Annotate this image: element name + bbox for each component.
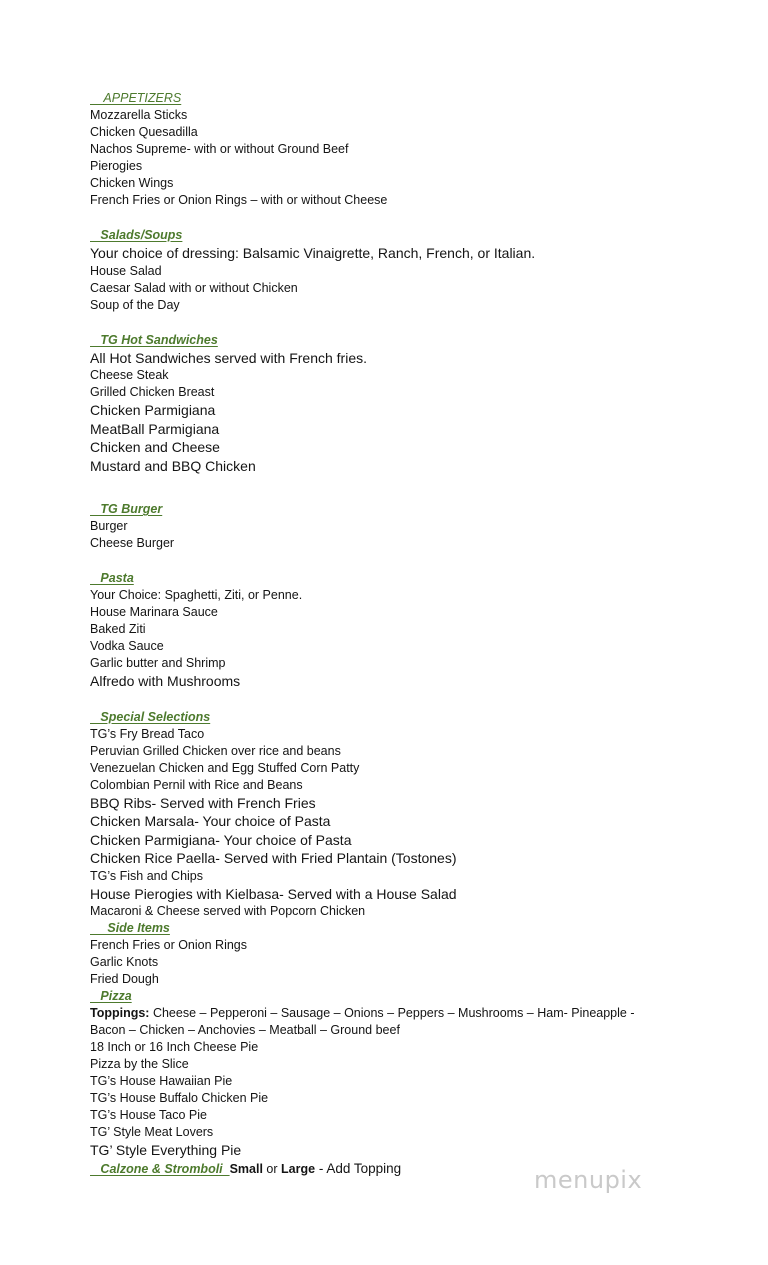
toppings-label: Toppings: xyxy=(90,1006,150,1020)
section-heading-appetizers: APPETIZERS xyxy=(90,91,182,105)
menu-item: Burger xyxy=(90,519,128,533)
menu-item: Pizza by the Slice xyxy=(90,1057,189,1071)
menu-item: Garlic Knots xyxy=(90,955,159,969)
menu-item: Chicken Parmigiana xyxy=(90,402,216,418)
section-heading-calzone-stromboli: Calzone & Stromboli xyxy=(90,1161,230,1176)
section-note: Your choice of dressing: Balsamic Vinaigrette, Ranch, French, or Italian. xyxy=(90,245,536,261)
section-salads-soups xyxy=(90,227,710,314)
menu-item: Grilled Chicken Breast xyxy=(90,385,215,399)
menu-item: House Salad xyxy=(90,263,162,278)
menu-item: Nachos Supreme- with or without Ground Beef xyxy=(90,142,349,156)
menu-item: Chicken Parmigiana- Your choice of Pasta xyxy=(90,831,352,848)
toppings-list-continued: Bacon – Chicken – Anchovies – Meatball – Ground beef xyxy=(90,1023,400,1037)
section-hot-sandwiches xyxy=(90,332,710,476)
menu-item: Chicken and Cheese xyxy=(90,439,220,455)
menu-item: MeatBall Parmigiana xyxy=(90,420,220,437)
menu-item: Vodka Sauce xyxy=(90,639,164,653)
section-heading-burger: TG Burger xyxy=(90,502,163,516)
menu-item: Peruvian Grilled Chicken over rice and beans xyxy=(90,743,341,758)
calzone-size-large: Large xyxy=(281,1161,316,1176)
section-burger xyxy=(90,501,710,552)
calzone-add-topping: - Add Topping xyxy=(315,1160,402,1176)
menu-item: Pierogies xyxy=(90,159,143,173)
menu-item: TG’s House Buffalo Chicken Pie xyxy=(90,1091,269,1105)
section-pizza xyxy=(90,988,710,1160)
section-special-selections xyxy=(90,709,710,921)
menu-item: House Pierogies with Kielbasa- Served with a House Salad xyxy=(90,885,457,902)
section-heading-special-selections: Special Selections xyxy=(90,709,211,724)
menu-item: Alfredo with Mushrooms xyxy=(90,673,241,689)
menu-item: Caesar Salad with or without Chicken xyxy=(90,280,298,295)
menu-page xyxy=(90,90,710,1178)
menu-item: French Fries or Onion Rings – with or without Cheese xyxy=(90,193,388,207)
section-heading-salads-soups: Salads/Soups xyxy=(90,228,183,242)
calzone-size-or: or xyxy=(262,1161,282,1176)
menu-item: Mozzarella Sticks xyxy=(90,108,188,122)
menu-item: Fried Dough xyxy=(90,972,159,986)
menu-item: Chicken Quesadilla xyxy=(90,125,198,139)
menu-item: TG’s Fish and Chips xyxy=(90,868,204,883)
menu-item: Chicken Wings xyxy=(90,176,174,190)
menu-item: Macaroni & Cheese served with Popcorn Chicken xyxy=(90,904,366,918)
section-side-items xyxy=(90,920,710,988)
menu-item: Mustard and BBQ Chicken xyxy=(90,457,256,474)
menu-item: Garlic butter and Shrimp xyxy=(90,656,226,670)
menu-item: TG’s House Taco Pie xyxy=(90,1108,207,1122)
menu-item: Chicken Marsala- Your choice of Pasta xyxy=(90,813,331,829)
menu-item: Baked Ziti xyxy=(90,622,146,636)
section-heading-side-items: Side Items xyxy=(90,921,170,935)
section-heading-pasta: Pasta xyxy=(90,571,134,585)
menu-item: Venezuelan Chicken and Egg Stuffed Corn Patty xyxy=(90,760,360,775)
menupix-watermark: menupix xyxy=(534,1166,643,1194)
menu-item: Chicken Rice Paella- Served with Fried Plantain (Tostones) xyxy=(90,850,457,866)
section-heading-pizza: Pizza xyxy=(90,989,132,1003)
section-heading-hot-sandwiches: TG Hot Sandwiches xyxy=(90,332,218,347)
menu-item: Your Choice: Spaghetti, Ziti, or Penne. xyxy=(90,588,303,602)
menu-item: TG’s House Hawaiian Pie xyxy=(90,1074,233,1088)
calzone-size-small: Small xyxy=(229,1161,263,1176)
section-pasta xyxy=(90,570,710,691)
menu-item: Cheese Burger xyxy=(90,536,175,550)
section-appetizers xyxy=(90,90,710,209)
pizza-toppings xyxy=(90,1005,710,1022)
toppings-list: Cheese – Pepperoni – Sausage – Onions – Peppers – Mushrooms – Ham- Pineapple - xyxy=(149,1006,635,1020)
menu-item: Soup of the Day xyxy=(90,297,180,312)
menu-item: French Fries or Onion Rings xyxy=(90,938,248,952)
menu-item: BBQ Ribs- Served with French Fries xyxy=(90,794,316,811)
menu-item: TG’s Fry Bread Taco xyxy=(90,726,205,741)
section-note: All Hot Sandwiches served with French fries. xyxy=(90,349,367,366)
menu-item: House Marinara Sauce xyxy=(90,605,218,619)
menu-item: Cheese Steak xyxy=(90,368,169,382)
menu-item: TG’ Style Everything Pie xyxy=(90,1142,242,1158)
menu-item: TG’ Style Meat Lovers xyxy=(90,1125,214,1139)
menu-item: 18 Inch or 16 Inch Cheese Pie xyxy=(90,1040,259,1054)
menu-item: Colombian Pernil with Rice and Beans xyxy=(90,777,303,792)
